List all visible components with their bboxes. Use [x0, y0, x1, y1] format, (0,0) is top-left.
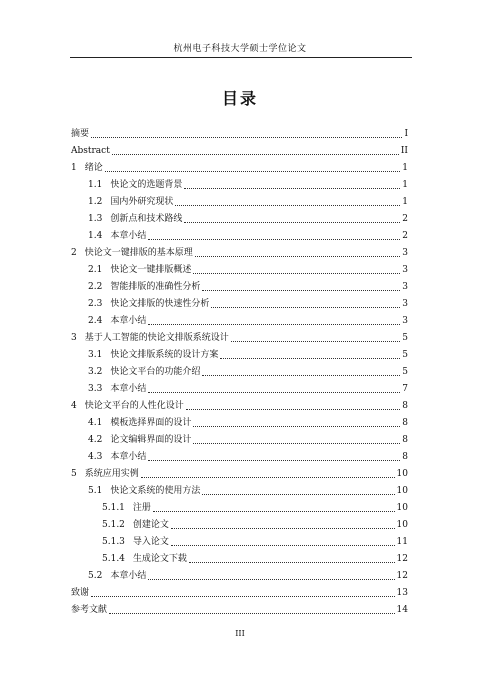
toc-entry-heading	[88, 435, 191, 446]
toc-entry-heading	[88, 197, 173, 208]
toc-entry[interactable]	[71, 531, 408, 548]
toc-entry-heading	[71, 469, 139, 480]
running-header: 杭州电子科技大学硕士学位论文	[173, 44, 307, 54]
toc-entry-label: 系统应用实例	[84, 469, 139, 479]
dot-leader	[148, 460, 400, 461]
toc-entry-number: 5.1.2	[102, 520, 125, 530]
toc-entry[interactable]	[71, 480, 408, 497]
toc-entry[interactable]	[71, 242, 408, 259]
toc-entry-page: 3	[402, 265, 408, 275]
toc-entry-number: 1.3	[88, 214, 103, 224]
toc-entry-page: 12	[396, 571, 408, 581]
toc-entry-label: 快论文一键排版的基本原理	[84, 248, 193, 258]
toc-entry-number: 3.2	[88, 367, 103, 377]
toc-entry-number: 2.4	[88, 316, 103, 326]
dot-leader	[171, 545, 395, 546]
toc-entry-page: II	[400, 146, 408, 156]
toc-entry[interactable]	[71, 395, 408, 412]
toc-entry-label: 创建论文	[132, 520, 169, 530]
toc-entry[interactable]	[71, 174, 408, 191]
dot-leader	[91, 137, 402, 138]
header-rule	[70, 57, 412, 58]
toc-entry-number: 2.2	[88, 282, 103, 292]
table-of-contents	[71, 123, 408, 616]
dot-leader	[193, 426, 400, 427]
dot-leader	[109, 613, 395, 614]
toc-entry-label: 论文编辑界面的设计	[110, 435, 192, 445]
toc-entry-number: 4.2	[88, 435, 103, 445]
toc-entry-page: 8	[402, 418, 408, 428]
toc-entry[interactable]	[71, 514, 408, 531]
dot-leader	[153, 511, 395, 512]
toc-entry[interactable]	[71, 497, 408, 514]
toc-entry-label: 基于人工智能的快论文排版系统设计	[84, 333, 229, 343]
toc-entry-number: 1.4	[88, 231, 103, 241]
toc-entry-label: 快论文排版的快速性分析	[110, 299, 210, 309]
toc-entry-label: 生成论文下载	[132, 554, 187, 564]
toc-entry-page: 2	[402, 231, 408, 241]
toc-entry[interactable]	[71, 327, 408, 344]
toc-entry-number: 4.1	[88, 418, 103, 428]
toc-entry[interactable]	[71, 208, 408, 225]
toc-entry-number: 3	[71, 333, 77, 343]
toc-entry-number: 2.1	[88, 265, 103, 275]
toc-entry-page: 5	[402, 350, 408, 360]
toc-entry-page: 3	[402, 282, 408, 292]
toc-entry-page: 7	[402, 384, 408, 394]
toc-entry[interactable]	[71, 582, 408, 599]
toc-entry-label: 模板选择界面的设计	[110, 418, 192, 428]
toc-entry-number: 2	[71, 248, 77, 258]
dot-leader	[195, 256, 401, 257]
toc-entry-page: 5	[402, 367, 408, 377]
toc-entry-label: 快论文的选题背景	[110, 180, 183, 190]
toc-entry[interactable]	[71, 344, 408, 361]
toc-entry-number: 3.3	[88, 384, 103, 394]
toc-entry-heading	[71, 146, 110, 157]
toc-entry-label: 本章小结	[110, 452, 147, 462]
toc-entry-heading	[71, 605, 107, 616]
toc-entry-page: 10	[396, 520, 408, 530]
toc-entry[interactable]	[71, 123, 408, 140]
dot-leader	[112, 154, 399, 155]
toc-entry-heading	[88, 316, 146, 327]
toc-entry-heading	[71, 248, 193, 259]
toc-entry-label: 智能排版的准确性分析	[110, 282, 201, 292]
toc-entry[interactable]	[71, 565, 408, 582]
dot-leader	[189, 562, 395, 563]
toc-entry-label: 快论文一键排版概述	[110, 265, 192, 275]
toc-entry[interactable]	[71, 310, 408, 327]
toc-entry-page: 2	[402, 214, 408, 224]
dot-leader	[220, 358, 400, 359]
dot-leader	[148, 579, 394, 580]
toc-entry[interactable]	[71, 191, 408, 208]
toc-entry[interactable]	[71, 293, 408, 310]
toc-entry[interactable]	[71, 412, 408, 429]
toc-entry-number: 3.1	[88, 350, 103, 360]
toc-entry-label: 快论文系统的使用方法	[110, 486, 201, 496]
dot-leader	[141, 477, 395, 478]
dot-leader	[202, 290, 400, 291]
dot-leader	[175, 205, 400, 206]
toc-entry-label: Abstract	[71, 146, 110, 156]
toc-entry-number: 5	[71, 469, 77, 479]
toc-entry-label: 导入论文	[132, 537, 169, 547]
page-number: III	[235, 629, 245, 638]
toc-entry-label: 创新点和技术路线	[110, 214, 183, 224]
toc-entry-heading	[102, 503, 151, 514]
toc-entry-label: 快论文平台的人性化设计	[84, 401, 184, 411]
toc-entry-page: 1	[402, 163, 408, 173]
toc-entry-heading	[88, 265, 191, 276]
toc-entry-heading	[88, 282, 200, 293]
toc-entry-heading	[88, 299, 209, 310]
toc-entry-page: 11	[396, 537, 408, 547]
toc-entry[interactable]	[71, 446, 408, 463]
toc-entry[interactable]	[71, 276, 408, 293]
toc-entry[interactable]	[71, 157, 408, 174]
toc-entry-page: 10	[396, 503, 408, 513]
toc-entry-label: 本章小结	[110, 384, 147, 394]
toc-entry[interactable]	[71, 378, 408, 395]
toc-entry-page: 8	[402, 401, 408, 411]
toc-entry-page: 3	[402, 316, 408, 326]
toc-entry-page: 10	[396, 469, 408, 479]
toc-entry-page: 3	[402, 248, 408, 258]
toc-entry-heading	[88, 452, 146, 463]
toc-title: 目录	[221, 89, 258, 108]
toc-entry-number: 5.1	[88, 486, 103, 496]
toc-entry-label: 本章小结	[110, 231, 147, 241]
toc-entry-page: 14	[396, 605, 408, 615]
dot-leader	[91, 596, 395, 597]
dot-leader	[184, 222, 400, 223]
toc-entry[interactable]	[71, 599, 408, 616]
toc-entry-heading	[102, 554, 187, 565]
toc-entry-page: 10	[396, 486, 408, 496]
dot-leader	[148, 392, 400, 393]
toc-entry-page: 1	[402, 180, 408, 190]
toc-entry-label: 参考文献	[71, 605, 108, 615]
toc-entry-heading	[71, 333, 229, 344]
toc-entry-heading	[88, 231, 146, 242]
dot-leader	[193, 443, 400, 444]
toc-entry[interactable]	[71, 361, 408, 378]
toc-entry-heading	[88, 486, 200, 497]
toc-entry-page: I	[404, 129, 408, 139]
toc-entry-number: 2.3	[88, 299, 103, 309]
toc-entry-label: 本章小结	[110, 571, 147, 581]
dot-leader	[202, 375, 400, 376]
toc-entry-page: 12	[396, 554, 408, 564]
toc-entry-number: 5.1.1	[102, 503, 125, 513]
toc-entry-number: 1.1	[88, 180, 103, 190]
dot-leader	[193, 273, 400, 274]
toc-entry-heading	[88, 367, 200, 378]
toc-entry-heading	[88, 214, 182, 225]
dot-leader	[171, 528, 395, 529]
toc-entry-number: 4.3	[88, 452, 103, 462]
toc-entry-number: 1.2	[88, 197, 103, 207]
toc-entry-number: 5.1.3	[102, 537, 125, 547]
toc-entry-label: 快论文排版系统的设计方案	[110, 350, 219, 360]
toc-entry-heading	[71, 129, 89, 140]
toc-entry-page: 8	[402, 435, 408, 445]
toc-entry-label: 快论文平台的功能介绍	[110, 367, 201, 377]
toc-entry-page: 8	[402, 452, 408, 462]
toc-entry-number: 5.1.4	[102, 554, 125, 564]
dot-leader	[211, 307, 400, 308]
dot-leader	[184, 188, 400, 189]
toc-entry-heading	[88, 418, 191, 429]
toc-entry-number: 1	[71, 163, 77, 173]
dot-leader	[105, 171, 401, 172]
toc-entry[interactable]	[71, 548, 408, 565]
toc-entry-number: 5.2	[88, 571, 103, 581]
toc-entry-label: 本章小结	[110, 316, 147, 326]
toc-entry-page: 3	[402, 299, 408, 309]
dot-leader	[231, 341, 401, 342]
dot-leader	[148, 324, 400, 325]
toc-entry-page: 1	[402, 197, 408, 207]
toc-entry-heading	[88, 180, 182, 191]
dot-leader	[202, 494, 394, 495]
toc-entry[interactable]	[71, 463, 408, 480]
toc-entry-label: 摘要	[71, 129, 90, 139]
toc-entry-page: 13	[396, 588, 408, 598]
toc-entry[interactable]	[71, 259, 408, 276]
toc-entry-heading	[71, 401, 184, 412]
dot-leader	[186, 409, 401, 410]
toc-entry-page: 5	[402, 333, 408, 343]
toc-entry-heading	[102, 537, 169, 548]
toc-entry-heading	[88, 571, 146, 582]
toc-entry-label: 致谢	[71, 588, 90, 598]
toc-entry-heading	[88, 350, 218, 361]
toc-entry[interactable]	[71, 225, 408, 242]
toc-entry-number: 4	[71, 401, 77, 411]
dot-leader	[148, 239, 400, 240]
toc-entry-label: 注册	[132, 503, 151, 513]
toc-entry[interactable]	[71, 429, 408, 446]
toc-entry-heading	[71, 588, 89, 599]
toc-entry[interactable]	[71, 140, 408, 157]
toc-entry-heading	[88, 384, 146, 395]
toc-entry-heading	[71, 163, 103, 174]
toc-entry-heading	[102, 520, 169, 531]
toc-entry-label: 国内外研究现状	[110, 197, 174, 207]
toc-entry-label: 绪论	[84, 163, 103, 173]
